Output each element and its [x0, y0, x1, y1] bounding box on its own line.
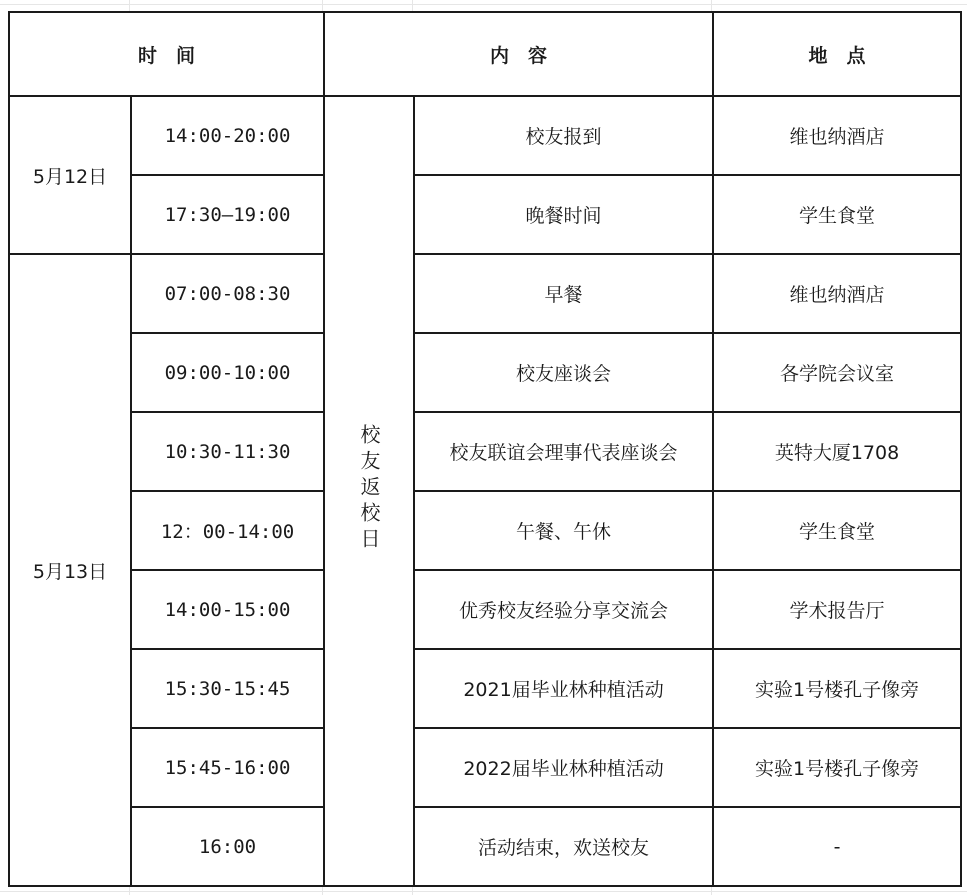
table-row — [9, 570, 961, 649]
sheet-gridline — [0, 891, 967, 892]
time-cell[interactable]: 15:45-16:00 — [131, 728, 324, 807]
time-cell[interactable]: 14:00-20:00 — [131, 96, 324, 175]
location-cell[interactable]: 维也纳酒店 — [713, 96, 961, 175]
event-label: 校友返校日 — [357, 423, 382, 554]
time-cell[interactable]: 17:30—19:00 — [131, 175, 324, 254]
table-row — [9, 728, 961, 807]
content-cell[interactable]: 晚餐时间 — [414, 175, 713, 254]
time-cell[interactable]: 16:00 — [131, 807, 324, 886]
time-cell[interactable]: 12：00-14:00 — [131, 491, 324, 570]
time-cell[interactable]: 15:30-15:45 — [131, 649, 324, 728]
time-cell[interactable]: 09:00-10:00 — [131, 333, 324, 412]
location-cell[interactable]: 学生食堂 — [713, 175, 961, 254]
location-cell[interactable]: 维也纳酒店 — [713, 254, 961, 333]
table-row — [9, 254, 961, 333]
content-cell[interactable]: 2021届毕业林种植活动 — [414, 649, 713, 728]
location-cell[interactable]: 英特大厦1708 — [713, 412, 961, 491]
location-cell[interactable]: 各学院会议室 — [713, 333, 961, 412]
sheet-gridline — [0, 4, 967, 5]
content-cell[interactable]: 2022届毕业林种植活动 — [414, 728, 713, 807]
location-cell[interactable]: 学生食堂 — [713, 491, 961, 570]
content-cell[interactable]: 校友报到 — [414, 96, 713, 175]
location-cell[interactable]: - — [713, 807, 961, 886]
content-cell[interactable]: 早餐 — [414, 254, 713, 333]
table-row — [9, 175, 961, 254]
content-cell[interactable]: 活动结束，欢送校友 — [414, 807, 713, 886]
content-cell[interactable]: 校友联谊会理事代表座谈会 — [414, 412, 713, 491]
table-row — [9, 491, 961, 570]
header-time[interactable]: 时 间 — [9, 12, 324, 96]
header-location[interactable]: 地 点 — [713, 12, 961, 96]
time-cell[interactable]: 14:00-15:00 — [131, 570, 324, 649]
date-cell[interactable]: 5月13日 — [9, 254, 131, 886]
table-row — [9, 807, 961, 886]
table-row — [9, 96, 961, 175]
location-cell[interactable]: 学术报告厅 — [713, 570, 961, 649]
time-cell[interactable]: 10:30-11:30 — [131, 412, 324, 491]
content-cell[interactable]: 校友座谈会 — [414, 333, 713, 412]
table-row — [9, 649, 961, 728]
time-cell[interactable]: 07:00-08:30 — [131, 254, 324, 333]
date-cell[interactable]: 5月12日 — [9, 96, 131, 254]
location-cell[interactable]: 实验1号楼孔子像旁 — [713, 728, 961, 807]
table-row — [9, 333, 961, 412]
event-label-cell[interactable] — [324, 96, 414, 886]
table-row — [9, 412, 961, 491]
content-cell[interactable]: 优秀校友经验分享交流会 — [414, 570, 713, 649]
content-cell[interactable]: 午餐、午休 — [414, 491, 713, 570]
schedule-table — [8, 11, 962, 887]
header-row — [9, 12, 961, 96]
location-cell[interactable]: 实验1号楼孔子像旁 — [713, 649, 961, 728]
header-content[interactable]: 内 容 — [324, 12, 713, 96]
